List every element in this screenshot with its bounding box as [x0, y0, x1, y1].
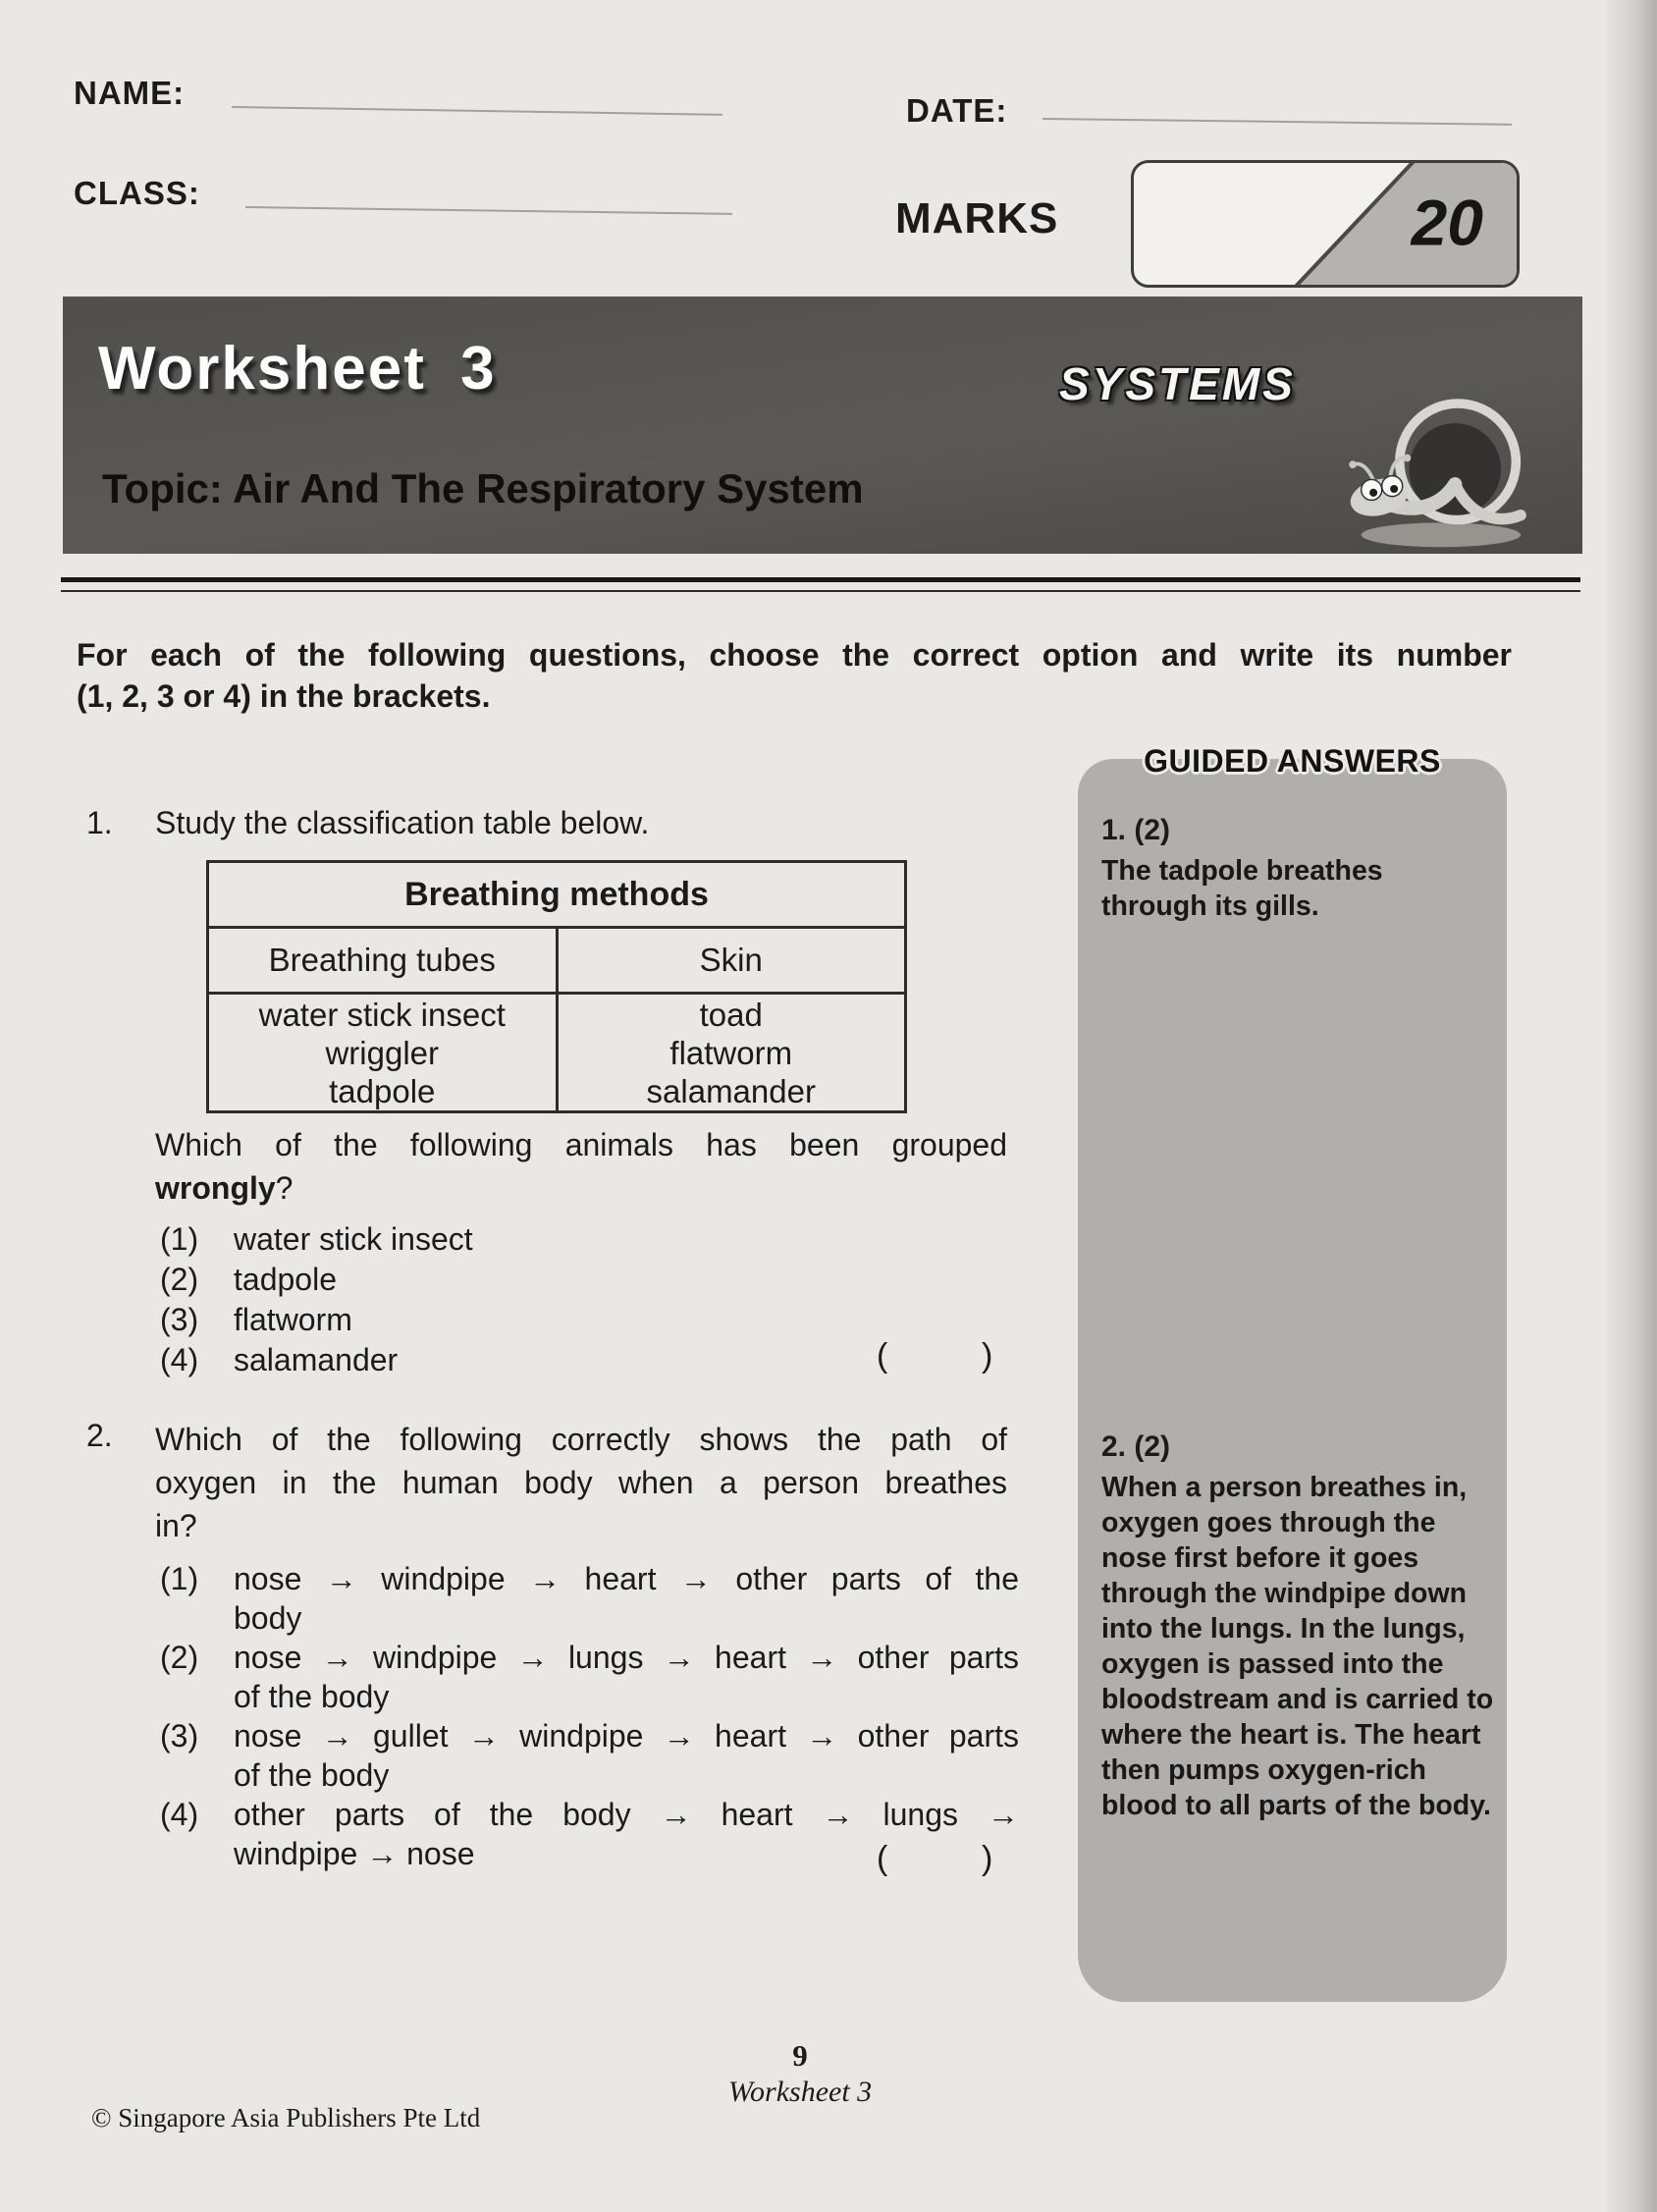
table-col-header-breathing-tubes: Breathing tubes [208, 928, 558, 994]
option-text-line: nose → windpipe → heart → other parts of the [234, 1561, 1019, 1596]
question-2-number: 2. [86, 1418, 113, 1453]
instruction-line-1: For each of the following questions, choose the correct option and write its number [77, 637, 1512, 673]
worksheet-title: Worksheet 3 [98, 335, 497, 403]
option-text [234, 1716, 1019, 1795]
marks-box [1131, 160, 1520, 288]
topic-title: Topic: Air And The Respiratory System [102, 465, 864, 512]
table-item: water stick insect [258, 996, 506, 1033]
answer-bracket-close: ) [982, 1337, 993, 1375]
guided-answers-title: GUIDED ANSWERS [1144, 743, 1441, 779]
option-text: flatworm [234, 1302, 352, 1337]
guided-answer-2 [1101, 1430, 1494, 1823]
divider-rule-thin [61, 590, 1580, 592]
option-number: (4) [160, 1797, 199, 1832]
option-text [234, 1795, 1019, 1873]
option-row [160, 1716, 1034, 1795]
class-write-line [245, 206, 732, 215]
option-text [234, 1559, 1019, 1638]
option-text: tadpole [234, 1262, 337, 1297]
option-text: water stick insect [234, 1221, 473, 1257]
option-text-line: of the body [234, 1679, 390, 1714]
question-2-prompt [155, 1418, 1007, 1547]
answer-bracket-open: ( [877, 1337, 888, 1375]
option-number: (1) [160, 1221, 199, 1257]
question-1-prompt-line-1: Which of the following animals has been grouped [155, 1127, 1007, 1162]
answer-bracket-close: ) [982, 1840, 993, 1877]
classification-table [206, 860, 907, 1113]
name-write-line [232, 106, 722, 116]
option-text-line: nose → gullet → windpipe → heart → other parts [234, 1718, 1019, 1753]
option-number: (2) [160, 1640, 199, 1675]
option-text-line: windpipe → nose [234, 1836, 475, 1871]
option-text: salamander [234, 1342, 399, 1377]
question-2-options [160, 1559, 1034, 1873]
table-cell-skin [557, 994, 906, 1112]
option-row [160, 1795, 1034, 1873]
question-1-prompt-bold: wrongly [155, 1170, 276, 1206]
guided-answer-1 [1101, 814, 1494, 924]
answer-item-text: When a person breathes in, oxygen goes through the nose first before it goes through the windpipe down into the lungs. In the lungs, oxygen is passed into the bloodstream and is carried to where the heart is. The heart then pumps oxygen-rich blood to all parts of the body. [1101, 1472, 1494, 1821]
option-row [160, 1559, 1034, 1638]
question-1-prompt-line-2 [155, 1166, 1007, 1210]
answer-item-text: The tadpole breathes through its gills. [1101, 855, 1383, 922]
table-item: salamander [646, 1072, 816, 1109]
footer-worksheet-label: Worksheet 3 [727, 2076, 873, 2108]
option-text-line: body [234, 1600, 302, 1636]
table-title: Breathing methods [208, 862, 906, 928]
marks-total-value: 20 [1411, 186, 1483, 259]
copyright-text: © Singapore Asia Publishers Pte Ltd [91, 2103, 481, 2132]
divider-rule-thick [61, 577, 1580, 582]
question-1-number: 1. [86, 805, 113, 840]
date-write-line [1042, 118, 1512, 126]
table-col-header-skin: Skin [557, 928, 906, 994]
name-label: NAME: [74, 75, 186, 111]
option-number: (2) [160, 1262, 199, 1297]
question-2-prompt-line-1: Which of the following correctly shows the path of [155, 1422, 1007, 1457]
option-row [160, 1300, 473, 1340]
question-2-prompt-line-3: in? [155, 1508, 197, 1543]
series-title: SYSTEMS [1059, 358, 1296, 409]
option-text-line: other parts of the body → heart → lungs → [234, 1797, 1019, 1832]
option-text-line: of the body [234, 1757, 390, 1793]
question-1-prompt [155, 1123, 1007, 1210]
option-number: (4) [160, 1342, 199, 1377]
question-1-prompt-end: ? [275, 1170, 294, 1206]
table-item: wriggler [325, 1034, 440, 1071]
option-text [234, 1638, 1019, 1716]
option-number: (3) [160, 1718, 199, 1753]
question-1-options [160, 1219, 473, 1380]
snail-icon [1335, 383, 1543, 552]
table-cell-breathing-tubes [208, 994, 558, 1112]
option-number: (1) [160, 1561, 199, 1596]
date-label: DATE: [906, 92, 1008, 129]
worksheet-banner [63, 297, 1582, 554]
instruction-line-2: (1, 2, 3 or 4) in the brackets. [77, 678, 491, 714]
table-item: toad [699, 996, 763, 1033]
option-number: (3) [160, 1302, 199, 1337]
page-number: 9 [792, 2038, 808, 2073]
marks-label: MARKS [895, 194, 1059, 243]
table-item: tadpole [329, 1072, 436, 1109]
instruction-text [77, 634, 1512, 717]
option-text-line: nose → windpipe → lungs → heart → other parts [234, 1640, 1019, 1675]
answer-item-label: 1. (2) [1101, 814, 1171, 846]
page-edge-shadow [1602, 0, 1657, 2212]
answer-bracket-open: ( [877, 1840, 888, 1877]
question-2-prompt-line-2: oxygen in the human body when a person breathes [155, 1465, 1007, 1500]
option-row [160, 1638, 1034, 1716]
option-row [160, 1260, 473, 1300]
table-item: flatworm [669, 1034, 793, 1071]
answer-item-label: 2. (2) [1101, 1430, 1171, 1463]
class-label: CLASS: [74, 175, 200, 211]
option-row [160, 1340, 473, 1380]
guided-answers-panel [1078, 743, 1507, 2002]
option-row [160, 1219, 473, 1260]
question-1-intro: Study the classification table below. [155, 805, 650, 840]
